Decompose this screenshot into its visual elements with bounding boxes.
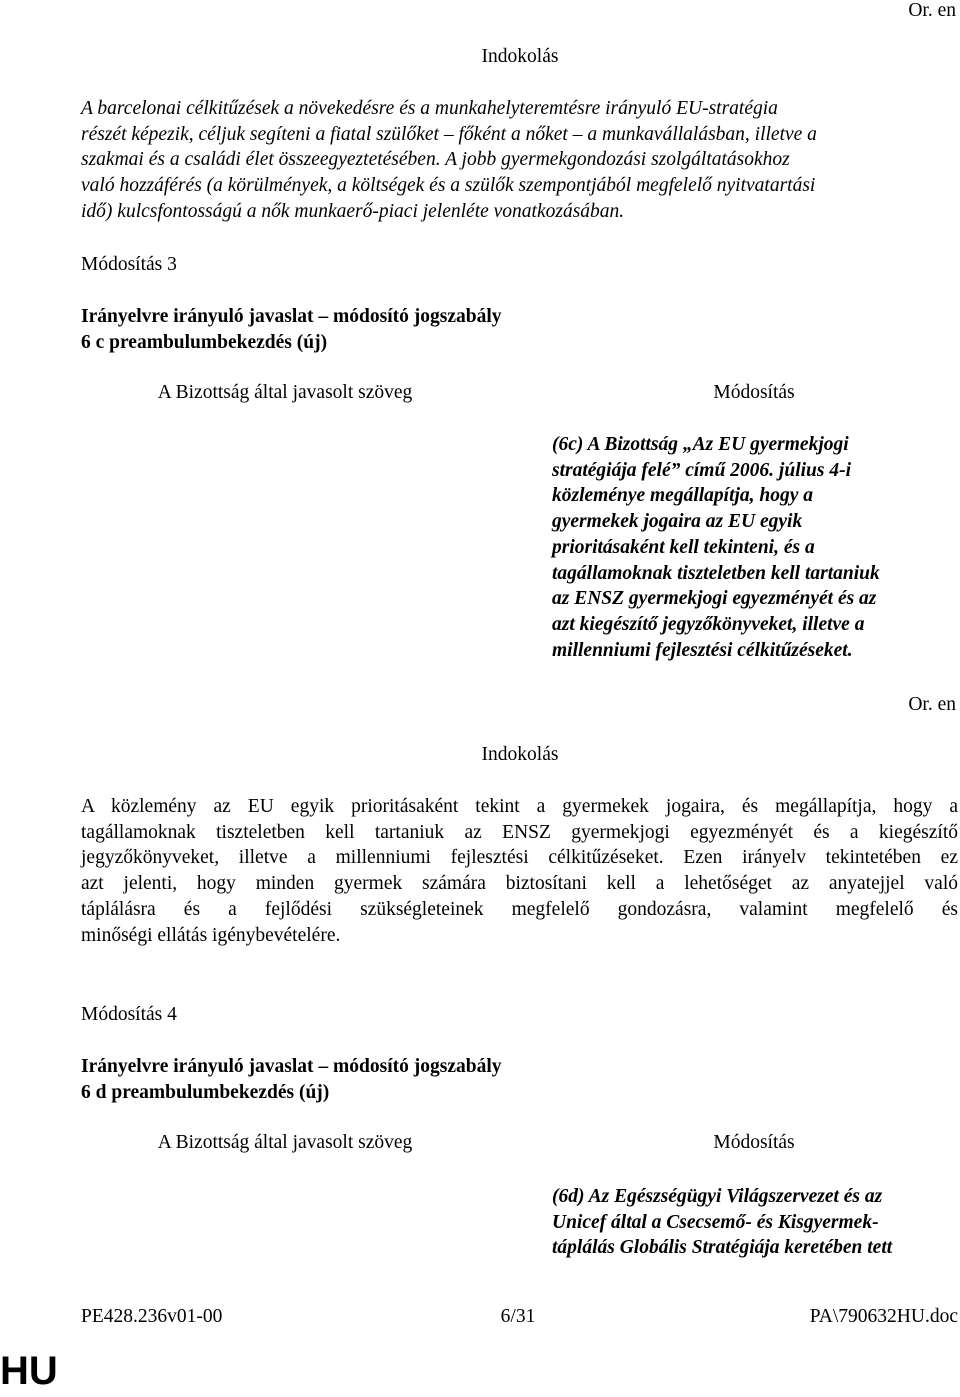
amendment-4-title: Módosítás 4 — [81, 1004, 177, 1025]
footer-language-code: HU — [0, 1349, 58, 1393]
justification-text-2 — [81, 794, 958, 948]
legislation-reference: Irányelvre irányuló javaslat – módosító jogszabály — [81, 1056, 502, 1077]
amendment-line: tagállamoknak tiszteletben kell tartaniuk — [552, 562, 880, 584]
amendment-line: Unicef által a Csecsemő- és Kisgyermek- — [552, 1211, 879, 1233]
text-line: jegyzőkönyveket, illetve a millenniumi fejlesztési célkitűzéseket. Ezen irányelv tekintetében ez — [81, 847, 958, 869]
amendment-line: az ENSZ gyermekjogi egyezményét és az — [552, 588, 877, 610]
text-line: részét képezik, céljuk segíteni a fiatal szülőket – főként a nőket – a munkavállalásban, illetve a — [81, 123, 817, 145]
amendment-line: (6c) A Bizottság „Az EU gyermekjogi — [552, 434, 849, 455]
amendment-4-reference — [81, 1054, 502, 1105]
amendment-3-title: Módosítás 3 — [81, 254, 177, 275]
footer-page-number: 6/31 — [500, 1306, 536, 1327]
or-language-top: Or. en — [908, 0, 956, 21]
or-language-amendment-3: Or. en — [908, 694, 956, 715]
amendment-line: azt kiegészítő jegyzőkönyveket, illetve a — [552, 613, 865, 635]
text-line: azt jelenti, hogy minden gyermek számára biztosítani kell a lehetőséget az anyatejjel való — [81, 873, 958, 895]
footer-file-name: PA\790632HU.doc — [809, 1306, 958, 1327]
amendment-line: táplálás Globális Stratégiája keretében tett — [552, 1237, 893, 1259]
amendment-line: közleménye megállapítja, hogy a — [552, 485, 814, 507]
text-line: minőségi ellátás igénybevételére. — [81, 924, 341, 946]
text-line: való hozzáférés (a körülmények, a költségek és a szülők szempontjából megfelelő nyitvatartási — [81, 175, 816, 197]
footer-doc-reference: PE428.236v01-00 — [81, 1306, 223, 1327]
justification-heading-2: Indokolás — [481, 744, 559, 765]
amendment-line: (6d) Az Egészségügyi Világszervezet és az — [552, 1186, 883, 1207]
column-header-commission-text: A Bizottság által javasolt szöveg — [157, 1132, 413, 1153]
amendment-3-text — [552, 432, 960, 663]
text-line: A barcelonai célkitűzések a növekedésre és a munkahelyteremtésre irányuló EU-stratégia — [81, 98, 778, 119]
text-line: táplálásra és a fejlődési szükségleteinek megfelelő gondozásra, valamint megfelelő és — [81, 898, 958, 920]
recital-reference: 6 c preambulumbekezdés (új) — [81, 331, 328, 353]
recital-reference: 6 d preambulumbekezdés (új) — [81, 1081, 330, 1103]
column-header-amendment: Módosítás — [713, 382, 795, 403]
amendment-line: prioritásaként kell tekinteni, és a — [552, 536, 815, 558]
text-line: idő) kulcsfontosságú a nők munkaerő-piaci jelenléte vonatkozásában. — [81, 200, 625, 222]
text-line: szakmai és a családi élet összeegyeztetésében. A jobb gyermekgondozási szolgáltatásokhoz — [81, 149, 790, 171]
text-line: tagállamoknak tiszteletben kell tartaniuk az ENSZ gyermekjogi egyezményét és a kiegészítő — [81, 821, 958, 843]
amendment-3-reference — [81, 304, 502, 355]
amendment-line: stratégiája felé” című 2006. július 4-i — [552, 459, 852, 481]
justification-text-1 — [81, 96, 960, 225]
column-header-amendment: Módosítás — [713, 1132, 795, 1153]
amendment-line: millenniumi fejlesztési célkitűzéseket. — [552, 639, 853, 661]
text-line: A közlemény az EU egyik prioritásaként tekint a gyermekek jogaira, és megállapítja, hogy a — [81, 796, 958, 817]
justification-heading: Indokolás — [481, 46, 559, 67]
legislation-reference: Irányelvre irányuló javaslat – módosító jogszabály — [81, 306, 502, 327]
amendment-line: gyermekek jogaira az EU egyik — [552, 511, 803, 533]
amendment-4-text — [552, 1184, 960, 1261]
column-header-commission-text: A Bizottság által javasolt szöveg — [157, 382, 413, 403]
